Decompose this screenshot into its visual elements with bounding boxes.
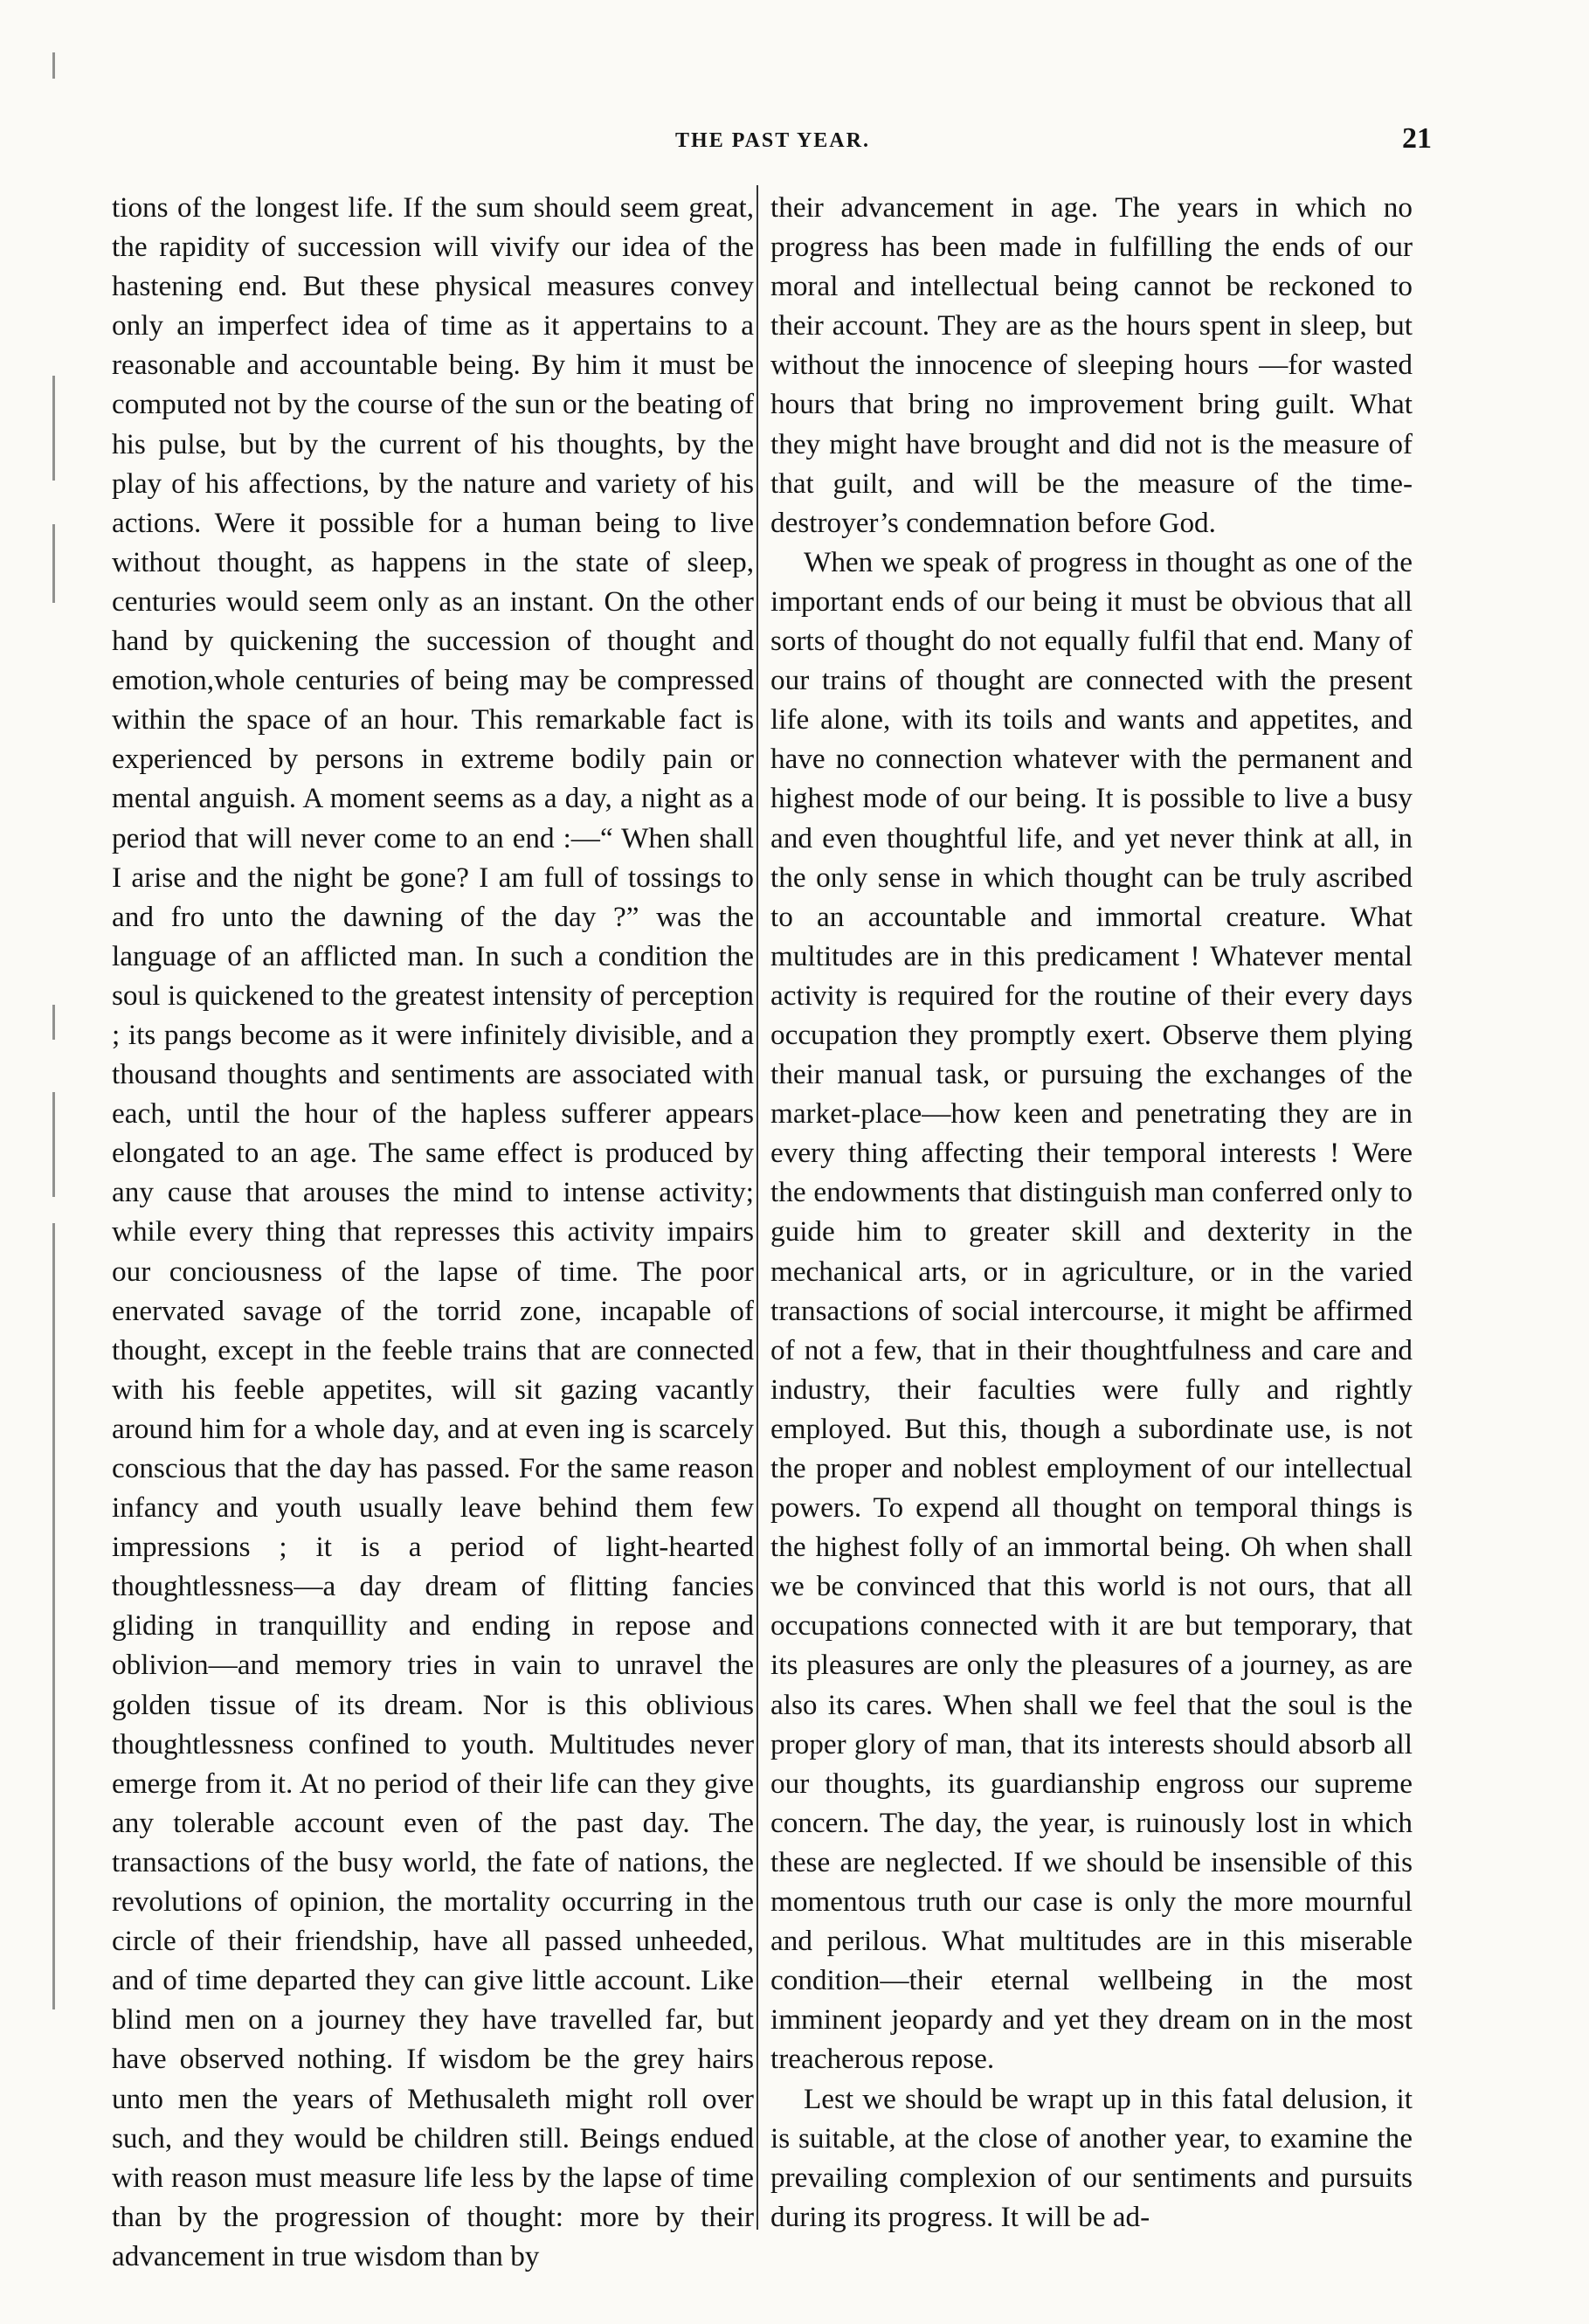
paragraph: tions of the longest life. If the sum should seem great, the rapidity of succession will vivify our idea of the hastening end. But these physical measures convey only an imperfect idea of time as it appertains to a reasonable and accountable being. By him it must be computed not by the course of the sun or the beating of his pulse, but by the current of his thoughts, by the play of his affections, by the nature and variety of his actions. Were it possible for a human being to live without thought, as happens in the state of sleep, centuries would seem only as an instant. On the other hand by quickening the succession of thought and emotion,whole centuries of being may be compressed within the space of an hour. This remarkable fact is experienced by persons in extreme bodily pain or mental anguish. A moment seems as a day, a night as a period that will never come to an end :—“ When shall I arise and the night be gone? I am full of tossings to and fro unto the dawning of the day ?” was the language of an afflicted man. In such a condition the soul is quickened to the greatest intensity of perception ; its pangs become as it were infinitely divisible, and a thousand thoughts and sentiments are associated with each, until the hour of the hapless sufferer appears elongated to an age. The same effect is produced by any cause that arouses the mind to intense activity; while every thing that represses this activity impairs our conciousness of the lapse of time. The poor enervated savage of the torrid zone, incapable of thought, except in the feeble trains that are connected with his feeble appetites, will sit gazing vacantly around him for a whole day, and at even ing is scarcely conscious that the day has passed. For the same reason infancy and youth usually leave behind them few impressions ; it is a period of light-hearted thoughtlessness—a day dream of flitting fancies gliding in tranquillity and ending in repose and oblivion—and memory tries in vain to unravel the golden tissue of its dream. Nor is this oblivious thoughtlessness confined to youth. Multitudes never emerge from it. At no period of their life can they give any tolerable account even of the past day. The transactions of the busy world, the fate of nations, the revolutions of opinion, the mortality occurring in the circle of their friendship, have all passed unheeded, and of time departed they can give little account. Like blind men on a journey they have travelled far, but have observed nothing. If wisdom be the grey hairs unto men the years of Methusaleth might roll over such, and they would be children still. Beings endued with reason must measure life less by the lapse of time than by the progression of thought: more by their advancement in true wisdom than by	[112, 191, 754, 2272]
text-column-left	[112, 188, 754, 2276]
running-head: THE PAST YEAR.	[675, 129, 870, 152]
margin-ink-traces	[26, 0, 74, 2324]
paragraph: their advancement in age. The years in which no progress has been made in fulfilling the ends of our moral and intellectual being cannot be reckoned to their account. They are as the hours spent in sleep, but without the innocence of sleeping hours —for wasted hours that bring no improvement bring guilt. What they might have brought and did not is the measure of that guilt, and will be the measure of the time-destroyer’s condemnation before God.	[770, 191, 1413, 539]
text-column-right	[770, 188, 1413, 2237]
paragraph: Lest we should be wrapt up in this fatal delusion, it is suitable, at the close of another year, to examine the prevailing complexion of our sentiments and pursuits during its progress. It will be ad-	[770, 2082, 1413, 2233]
column-divider	[757, 185, 758, 2230]
page-header	[114, 122, 1432, 164]
page-number: 21	[1402, 122, 1432, 155]
paragraph: When we speak of progress in thought as one of the important ends of our being it must be obvious that all sorts of thought do not equally fulfil that end. Many of our trains of thought are connected with the present life alone, with its toils and wants and appetites, and have no connection whatever with the permanent and highest mode of our being. It is possible to live a busy and even thoughtful life, and yet never think at all, in the only sense in which thought can be truly ascribed to an accountable and immortal creature. What multitudes are in this predicament ! Whatever mental activity is required for the routine of their every days occupation they promptly exert. Observe them plying their manual task, or pursuing the exchanges of the market-place—how keen and penetrating they are in every thing affecting their temporal interests ! Were the endowments that distinguish man conferred only to guide him to greater skill and dexterity in the mechanical arts, or in agriculture, or in the varied transactions of social intercourse, it might be affirmed of not a few, that in their thoughtfulness and care and industry, their faculties were fully and rightly employed. But this, though a subordinate use, is not the proper and noblest employment of our intellectual powers. To expend all thought on temporal things is the highest folly of an immortal being. Oh when shall we be convinced that this world is not ours, that all occupations connected with it are but temporary, that its pleasures are only the pleasures of a journey, as are also its cares. When shall we feel that the soul is the proper glory of man, that its interests should absorb all our thoughts, its guardianship engross our supreme concern. The day, the year, is ruinously lost in which these are neglected. If we should be insensible of this momentous truth our case is only the more mournful and perilous. What multitudes are in this miserable condition—their eternal wellbeing in the most imminent jeopardy and yet they dream on in the most treacherous repose.	[770, 545, 1413, 2076]
